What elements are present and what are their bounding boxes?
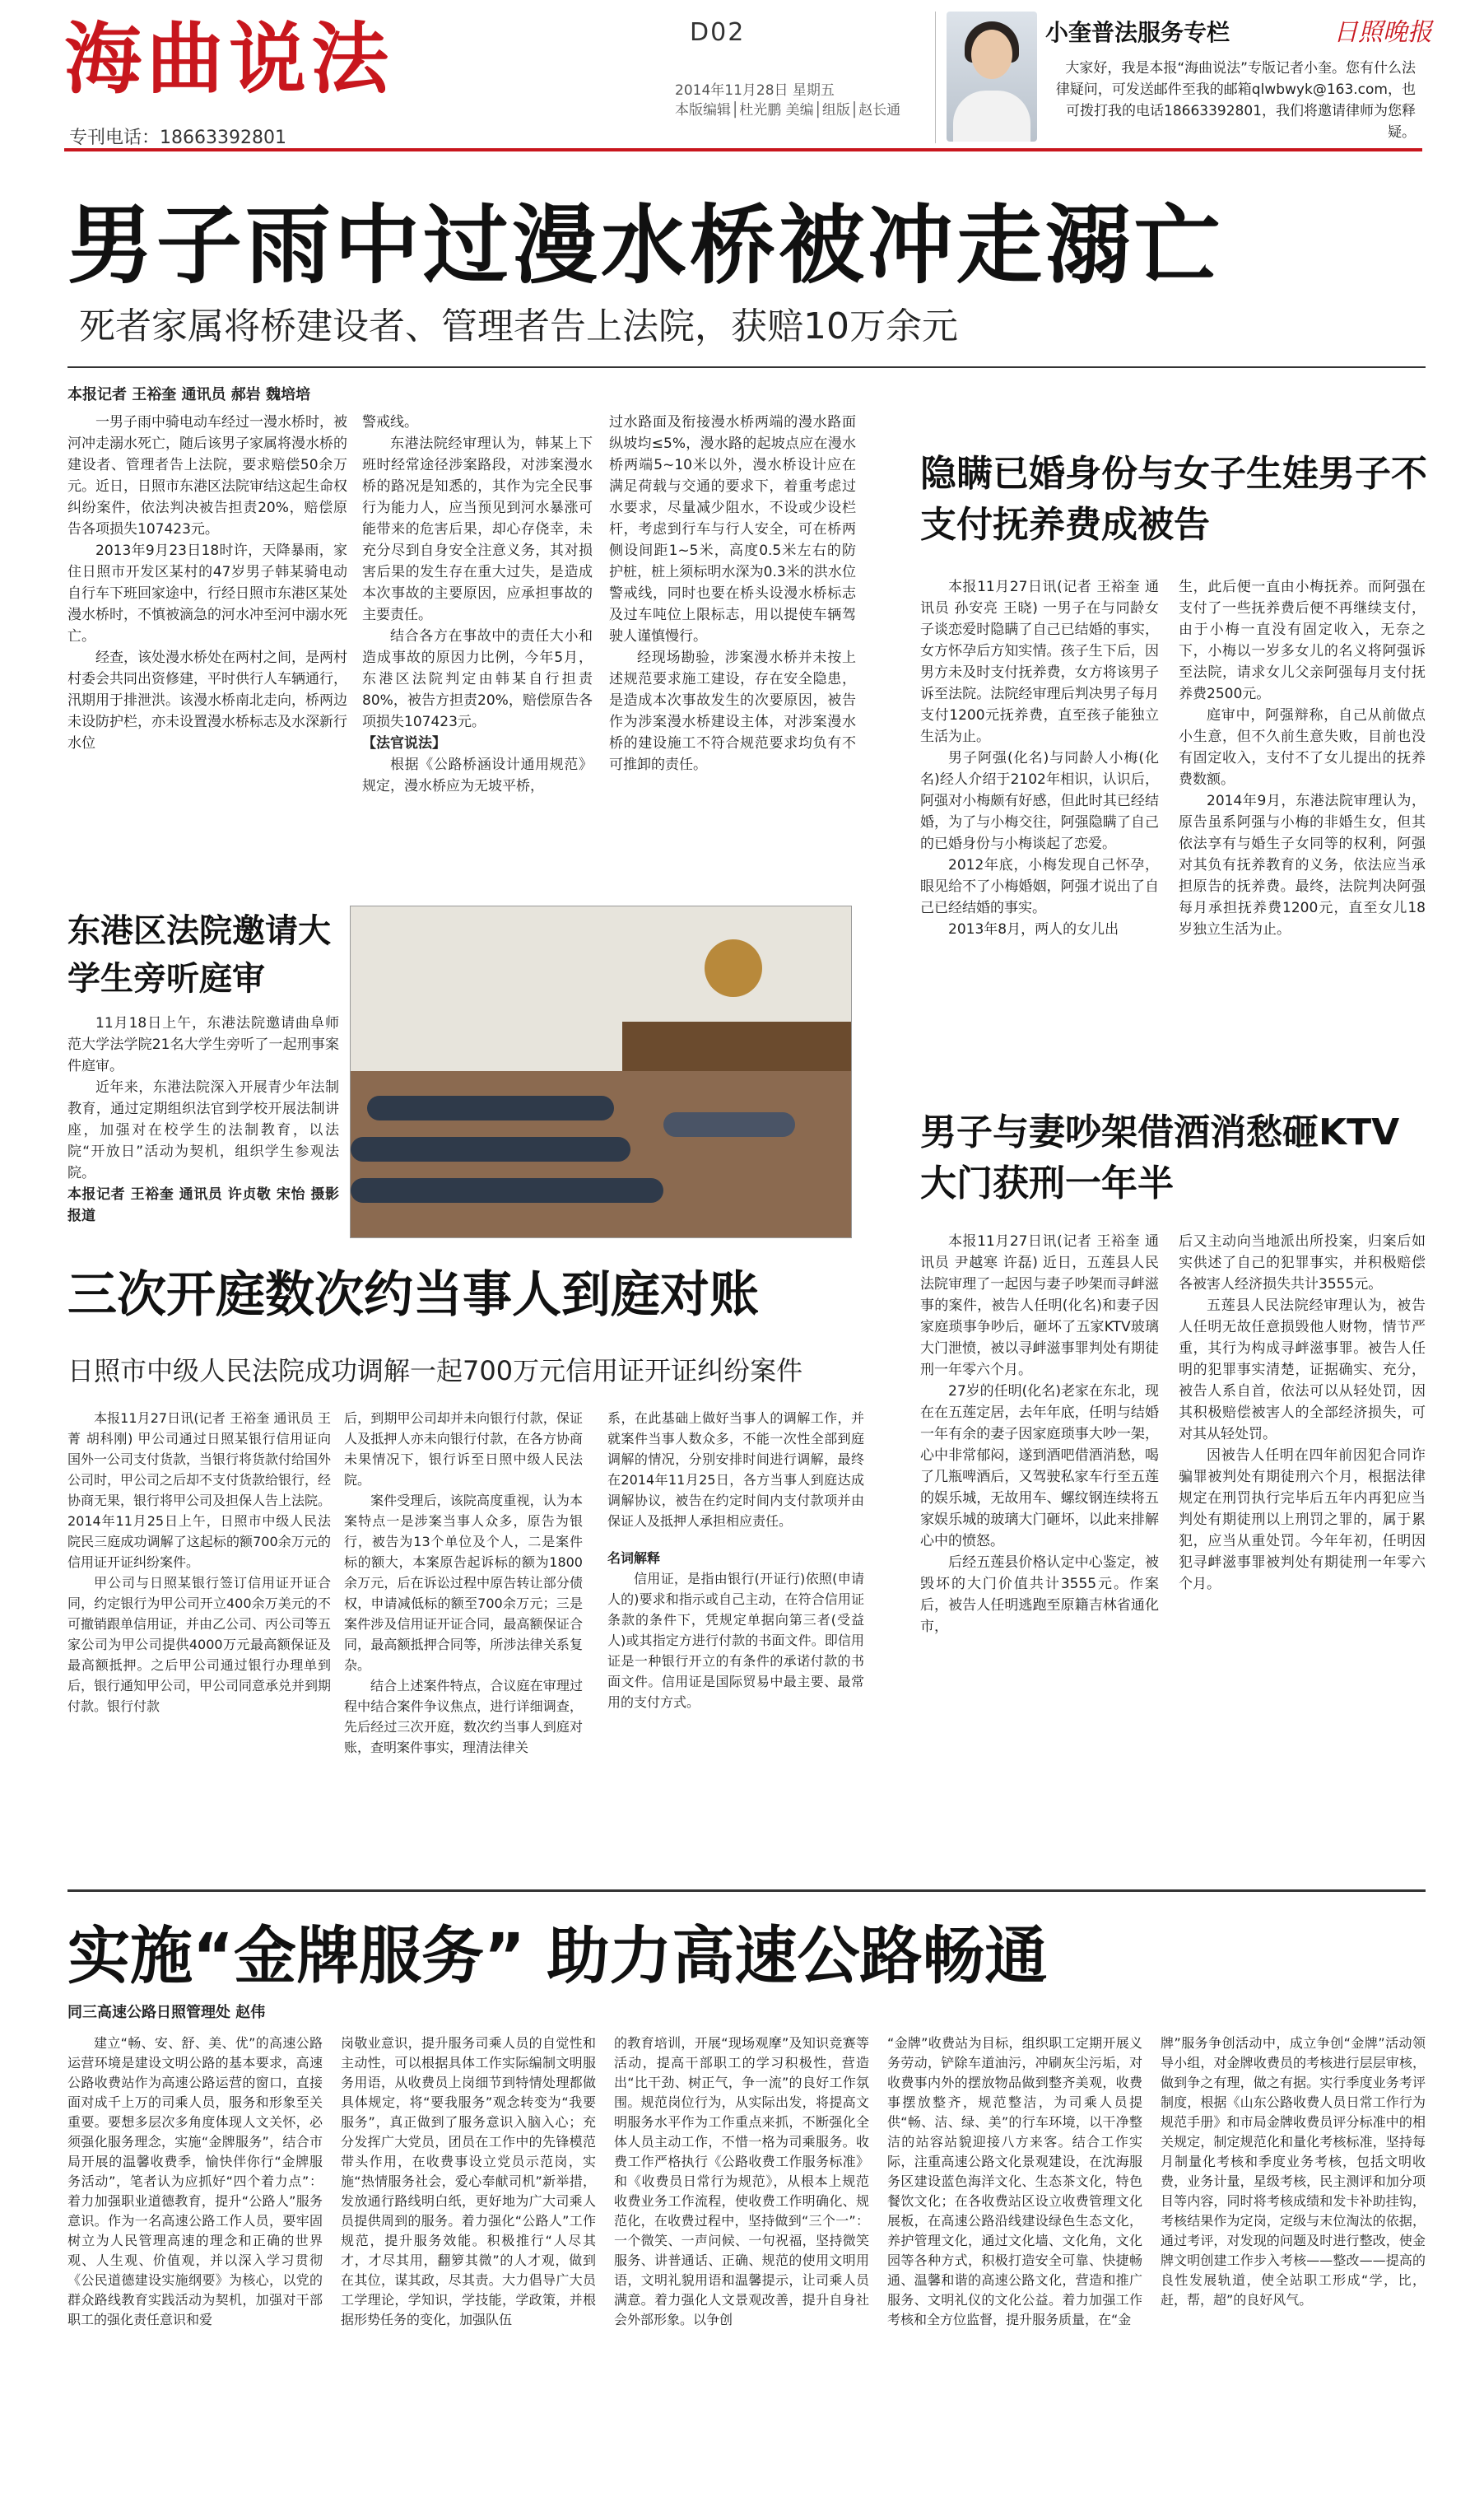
story5-headline: 三次开庭数次约当事人到庭对账 — [67, 1266, 759, 1324]
paragraph: 男子阿强(化名)与同龄人小梅(化名)经人介绍于2102年相识，认识后，阿强对小梅颇有好感，但此时其已经结婚，为了与小梅交往，阿强隐瞒了自己的已婚身份与小梅谈起了恋爱。 — [920, 750, 1159, 852]
story3-col1 — [920, 576, 1159, 940]
paragraph: 后，到期甲公司却并未向银行付款，保证人及抵押人亦未向银行付款，在各方协商未果情况下，银行诉至日照中级人民法院。 — [344, 1410, 583, 1488]
section-rule — [67, 366, 1426, 368]
story2-byline: 本报记者 王裕奎 通讯员 许贞敬 宋怡 摄影报道 — [67, 1186, 339, 1224]
main-col1 — [67, 412, 347, 754]
story6-col1 — [67, 2033, 323, 2330]
story3-headline: 隐瞒已婚身份与女子生娃男子不支付抚养费成被告 — [920, 453, 1427, 546]
story5-col1 — [67, 1408, 331, 1717]
main-subhead: 死者家属将桥建设者、管理者告上法院，获赔10万余元 — [79, 305, 958, 347]
hotline: 专刊电话：18663392801 — [69, 128, 286, 148]
issue-date: 2014年11月28日 星期五 — [675, 82, 835, 99]
story2-body — [67, 1013, 339, 1227]
paragraph: 11月18日上午，东港法院邀请曲阜师范大学法学院21名大学生旁听了一起刑事案件庭审。 — [67, 1015, 339, 1074]
bottom-section-rule — [67, 1889, 1426, 1892]
story5-subhead: 日照市中级人民法院成功调解一起700万元信用证开证纠纷案件 — [67, 1355, 803, 1386]
paragraph: 27岁的任明(化名)老家在东北，现在在五莲定居，去年年底，任明与结婚一年有余的妻子因家庭琐事大吵一架，心中非常郁闷，遂到酒吧借酒消愁，喝了几瓶啤酒后，又驾驶私家车行至五莲的娱乐城，无故用车、螺纹钢连续将五家娱乐城的玻璃大门砸坏，以此来排解心中的愤怒。 — [920, 1383, 1159, 1549]
masthead-title: 海曲说法 — [64, 15, 394, 105]
paragraph: 建立“畅、安、舒、美、优”的高速公路运营环境是建设文明公路的基本要求，高速公路收费站作为高速公路运营的窗口，直接面对成千上万的司乘人员，服务和形象至关重要。要想多层次多角度体现人文关怀，必须强化服务理念，实施“金牌服务”，结合市局开展的温馨收费季，愉快伴你行“金牌服务活动”，笔者认为应抓好“四个着力点”：着力加强职业道德教育，提升“公路人”服务意识。作为一名高速公路工作人员，要牢固树立为人民管理高速的理念和正确的世界观、人生观、价值观，并以深入学习贯彻《公民道德建设实施纲要》为核心，以党的群众路线教育实践活动为契机，加强对干部职工的强化责任意识和爱 — [67, 2035, 323, 2327]
paragraph: 东港法院经审理认为，韩某上下班时经常途径涉案路段，对涉案漫水桥的路况是知悉的，其作为完全民事行为能力人，应当预见到河水暴涨可能带来的危害后果，却心存侥幸，未充分尽到自身安全注意义务，其对损害后果的发生存在重大过失，是造成本次事故的主要原因，应承担事故的主要责任。 — [362, 436, 593, 623]
story3-col2 — [1179, 576, 1426, 940]
paragraph: 因被告人任明在四年前因犯合同诈骗罪被判处有期徒刑六个月，根据法律规定在刑罚执行完毕后五年内再犯应当判处有期徒刑以上刑罚之罪的，属于累犯，应当从重处罚。今年年初，任明因犯寻衅滋事罪被判处有期徒刑一年零六个月。 — [1179, 1447, 1426, 1592]
paragraph: 结合各方在事故中的责任大小和造成事故的原因力比例，今年5月，东港区法院判定由韩某自行担责80%，被告方担责20%，赔偿原告各项损失107423元。 — [362, 628, 593, 730]
main-col3 — [609, 412, 856, 776]
story4-col1 — [920, 1231, 1159, 1638]
story5-col2 — [344, 1408, 583, 1758]
column-intro: 大家好，我是本报“海曲说法”专版记者小奎。您有什么法律疑问，可发送邮件至我的邮箱qlwbwyk@163.com，也可拨打我的电话18663392801，我们将邀请律师为您释疑。 — [1055, 60, 1416, 141]
paragraph: 后经五莲县价格认定中心鉴定，被毁坏的大门价值共计3555元。作案后，被告人任明逃跑至原籍吉林省通化市， — [920, 1554, 1159, 1635]
paragraph: 甲公司与日照某银行签订信用证开证合同，约定银行为甲公司开立400余万美元的不可撤销跟单信用证，并由乙公司、丙公司等五家公司为甲公司提供4000万元最高额保证及最高额抵押。之后甲公司通过银行办理单到后，银行通知甲公司，甲公司同意承兑并到期付款。银行付款 — [67, 1575, 332, 1714]
paragraph: 岗敬业意识，提升服务司乘人员的自觉性和主动性，可以根据具体工作实际编制文明服务用语，从收费员上岗细节到特情处理都做具体规定，将“要我服务”观念转变为“我要服务”，真正做到了服务意识入脑入心；充分发挥广大党员，团员在工作中的先锋模范带头作用，在收费事设立党员示范岗，实施“热情服务社会，爱心奉献司机”新举措，发放通行路线明白纸，更好地为广大司乘人员提供周到的服务。着力强化“公路人”工作规范，提升服务效能。积极推行“人尽其才，才尽其用，翻箩其微”的人才观，做到在其位，谋其政，尽其责。大力倡导广大员工学理论，学知识，学技能，学政策，并根据形势任务的变化，加强队伍 — [341, 2035, 596, 2327]
paragraph: 2014年9月，东港法院审理认为，原告虽系阿强与小梅的非婚生女，但其依法享有与婚生子女同等的权利，阿强对其负有抚养教育的义务，依法应当承担原告的抚养费。最终，法院判决阿强每月承担抚养费1200元，直至女儿18岁独立生活为止。 — [1179, 793, 1426, 938]
paragraph: 本报11月27日讯(记者 王裕奎 通讯员 尹越寒 许磊) 近日，五莲县人民法院审理了一起因与妻子吵架而寻衅滋事的案件，被告人任明(化名)和妻子因家庭琐事争吵后，砸坏了五家KTV玻璃大门泄愤，被以寻衅滋事罪判处有期徒刑一年零六个月。 — [920, 1233, 1159, 1378]
paragraph: 根据《公路桥涵设计通用规范》规定，漫水桥应为无坡平桥， — [362, 757, 593, 794]
reporter-photo — [947, 12, 1037, 142]
paragraph: 后又主动向当地派出所投案，归案后如实供述了自己的犯罪事实，并积极赔偿各被害人经济损失共计3555元。 — [1179, 1233, 1426, 1293]
paragraph: 本报11月27日讯(记者 王裕奎 通讯员 孙安亮 王晓) 一男子在与同龄女子谈恋爱时隐瞒了自己已结婚的事实，女方怀孕后方知实情。孩子生下后，因男方未及时支付抚养费，女方将该男子诉至法院。法院经审理后判决男子每月支付1200元抚养费，直至孩子能独立生活为止。 — [920, 579, 1159, 745]
column-name: 小奎普法服务专栏 — [1045, 19, 1230, 46]
story6-col3 — [614, 2033, 869, 2330]
paragraph: 生，此后便一直由小梅抚养。而阿强在支付了一些抚养费后便不再继续支付，由于小梅一直没有固定收入，无奈之下，小梅以一岁多女儿的名义将阿强诉至法院，请求女儿父亲阿强每月支付抚养费2500元。 — [1179, 579, 1426, 702]
story4-headline: 男子与妻吵架借酒消愁砸KTV大门获刑一年半 — [920, 1111, 1400, 1204]
paragraph: 近年来，东港法院深入开展青少年法制教育，通过定期组织法官到学校开展法制讲座，加强对在校学生的法制教育，以法院“开放日”活动为契机，组织学生参观法院。 — [67, 1079, 339, 1181]
term-title: 名词解释 — [607, 1550, 661, 1566]
story5-col3 — [607, 1408, 864, 1712]
page-number: D02 — [690, 18, 746, 47]
story6-col4 — [887, 2033, 1142, 2330]
main-byline: 本报记者 王裕奎 通讯员 郝岩 魏培培 — [67, 386, 311, 403]
story6-byline: 同三高速公路日照管理处 赵伟 — [67, 2004, 266, 2021]
issue-meta — [675, 81, 900, 120]
paragraph: 2012年底，小梅发现自己怀孕，眼见给不了小梅婚姻，阿强才说出了自己已经结婚的事实。 — [920, 857, 1159, 916]
paragraph: 过水路面及衔接漫水桥两端的漫水路面纵坡均≤5%，漫水路的起坡点应在漫水桥两端5~10米以外，漫水桥设计应在满足荷载与交通的要求下，着重考虑过水要求，尽量减少阻水，不设或少设栏杆，考虑到行车与行人安全，可在桥两侧设间距1~5米，高度0.5米左右的防护桩，桩上须标明水深为0.3米的洪水位警戒线，同时也要在桥头设漫水桥标志及过车吨位上限标志，用以提使车辆驾驶人谨慎慢行。 — [609, 414, 856, 645]
header-divider — [935, 12, 936, 143]
story6-col5 — [1161, 2033, 1426, 2310]
paragraph: 2013年9月23日18时许，天降暴雨，家住日照市开发区某村的47岁男子韩某骑电动自行车下班回家途中，行经日照市东港区某处漫水桥时，不慎被滴急的河水冲至河中溺水死亡。 — [67, 543, 347, 645]
paragraph: 结合上述案件特点，合议庭在审理过程中结合案件争议焦点，进行详细调查，先后经过三次开庭，数次约当事人到庭对账，查明案件事实，理清法律关 — [344, 1678, 583, 1755]
law-title: 【法官说法】 — [362, 735, 446, 752]
courtroom-photo — [350, 906, 852, 1238]
paragraph: 本报11月27日讯(记者 王裕奎 通讯员 王菁 胡科刚) 甲公司通过日照某银行信用证向国外一公司支付货款，当银行将货款付给国外公司时，甲公司之后却不支付货款给银行，经协商无果，银行将甲公司及担保人告上法院。2014年11月25日上午，日照市中级人民法院民三庭成功调解了这起标的额700余万元的信用证开证纠纷案件。 — [67, 1410, 332, 1570]
paragraph: 警戒线。 — [362, 414, 418, 431]
paragraph: 五莲县人民法院经审理认为，被告人任明无故任意损毁他人财物，情节严重，其行为构成寻衅滋事罪。被告人任明的犯罪事实清楚，证据确实、充分，被告人系自首，依法可以从轻处罚，因其积极赔偿被害人的全部经济损失，可对其从轻处罚。 — [1179, 1297, 1426, 1442]
story2-headline: 东港区法院邀请大学生旁听庭审 — [67, 912, 331, 998]
paragraph: 2013年8月，两人的女儿出 — [948, 921, 1119, 938]
main-headline: 男子雨中过漫水桥被冲走溺亡 — [67, 195, 1224, 296]
paragraph: 牌”服务争创活动中，成立争创“金牌”活动领导小组，对金牌收费员的考核进行层层审核，做到争之有理，做之有据。实行季度业务考评制度，根据《山东公路收费人员日常工作行为规范手册》和市局金牌收费员评分标准中的相关规定，制定规范化和量化考核标准，坚持每月制量化考核和季度业务考核，包括文明收费，业务计量，星级考核，民主测评和加分项目等内容，同时将考核成绩和发卡补助挂钩，考核结果作为定岗，定级与末位淘汰的依据，通过考评，对发现的问题及时进行整改，使金牌文明创建工作步入考核——整改——提高的良性发展轨道，使全站职工形成“学，比，赶，帮，超”的良好风气。 — [1161, 2035, 1426, 2308]
brand-logo: 日照晚报 — [1333, 18, 1432, 47]
header-rule — [64, 148, 1422, 151]
story6-col2 — [341, 2033, 596, 2330]
story4-col2 — [1179, 1231, 1426, 1595]
paragraph: 庭审中，阿强辩称，自己从前做点小生意，但不久前生意失败，目前也没有固定收入，支付不了女儿提出的抚养费数额。 — [1179, 707, 1426, 788]
main-col2 — [362, 412, 593, 797]
paragraph: 案件受理后，该院高度重视，认为本案特点一是涉案当事人众多，原告为银行，被告为13个单位及个人，二是案件标的额大，本案原告起诉标的额为1800余万元，后在诉讼过程中原告转让部分债权，申请减低标的额至700余万元；三是案件涉及信用证开证合同，最高额保证合同，最高额抵押合同等，所涉法律关系复杂。 — [344, 1493, 583, 1673]
paragraph: 系，在此基础上做好当事人的调解工作，并就案件当事人数众多，不能一次性全部到庭调解的情况，分别安排时间进行调解，最终在2014年11月25日，各方当事人到庭达成调解协议，被告在约定时间内支付款项并由保证人及抵押人承担相应责任。 — [607, 1410, 864, 1529]
paragraph: 经查，该处漫水桥处在两村之间，是两村村委会共同出资修建，平时供行人车辆通行，汛期用于排泄洪。该漫水桥南北走向，桥两边未设防护栏，亦未设置漫水桥标志及水深新行水位 — [67, 650, 347, 752]
paragraph: 一男子雨中骑电动车经过一漫水桥时，被河冲走溺水死亡，随后该男子家属将漫水桥的建设者、管理者告上法院，要求赔偿50余万元。近日，日照市东港区法院审结这起生命权纠纷案件，依法判决被告担责20%，赔偿原告各项损失107423元。 — [67, 414, 347, 538]
editors: 本版编辑│杜光鹏 美编│组版│赵长通 — [675, 102, 901, 119]
paragraph: 经现场勘验，涉案漫水桥并未按上述规范要求施工建设，存在安全隐患，是造成本次事故发生的次要原因，被告作为涉案漫水桥建设主体，对涉案漫水桥的建设施工不符合规范要求均负有不可推卸的责任。 — [609, 650, 856, 773]
story6-headline: 实施“金牌服务” 助力高速公路畅通 — [67, 1919, 1048, 1992]
paragraph: “金牌”收费站为目标，组织职工定期开展义务劳动，铲除车道油污，冲刷灰尘污垢，对收费事内外的摆放物品做到整齐美观，收费事摆放整齐，规范整洁，为司乘人员提供“畅、洁、绿、美”的行车环境，以干净整洁的站容站貌迎接八方来客。结合工作实际，注重高速公路文化景观建设，在沈海服务区建设蓝色海洋文化、生态茶文化，特色餐饮文化；在各收费站区设立收费管理文化展板，在高速公路沿线建设绿色生态文化，养护管理文化，通过文化墙、文化角，文化园等各种方式，积极打造安全可靠、快捷畅通、温馨和谐的高速公路文化，营造和推广服务、文明礼仪的文化公益。着力加强工作考核和全方位监督，提升服务质量，在“金 — [887, 2035, 1142, 2327]
paragraph: 的教育培训，开展“现场观摩”及知识竞赛等活动，提高干部职工的学习积极性，营造出“比干劲、树正气，争一流”的良好工作氛围。规范岗位行为，从实际出发，将提高文明服务水平作为工作重点来抓，不断强化全体人员主动工作，不惜一格为司乘服务。收费工作严格执行《公路收费工作服务标准》和《收费员日常行为规范》，从根本上规范收费业务工作流程，使收费工作明确化、规范化，在收费过程中，坚持做到“三个一”：一个微笑、一声问候、一句祝福，坚持微笑服务、讲普通话、正确、规范的使用文明用语，文明礼貌用语和温馨提示，让司乘人员满意。着力强化人文景观改善，提升自身社会外部形象。以争创 — [614, 2035, 869, 2327]
paragraph: 信用证，是指由银行(开证行)依照(申请人的)要求和指示或自己主动，在符合信用证条款的条件下，凭规定单据向第三者(受益人)或其指定方进行付款的书面文件。即信用证是一种银行开立的有条件的承诺付款的书面文件。信用证是国际贸易中最主要、最常用的支付方式。 — [607, 1571, 864, 1710]
